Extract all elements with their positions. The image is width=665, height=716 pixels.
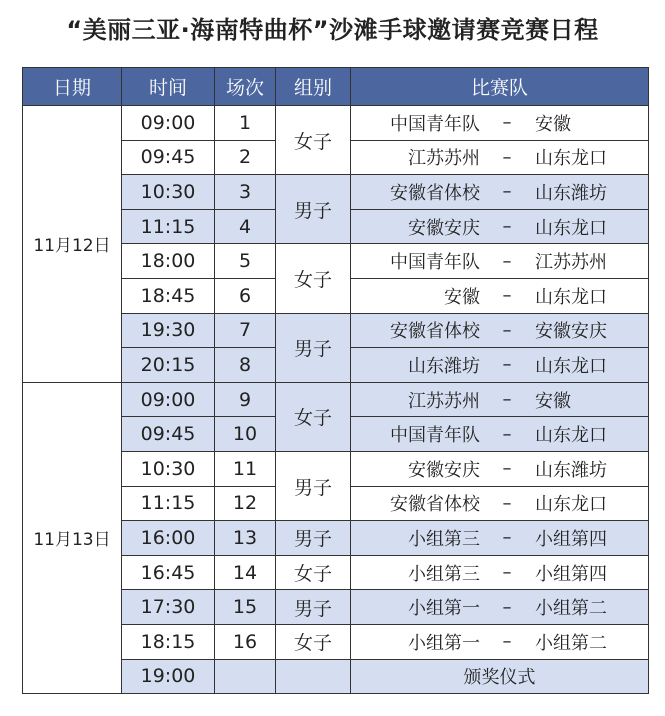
group-cell: 女子 bbox=[276, 106, 351, 175]
match-cell bbox=[351, 175, 649, 210]
versus-dash: – bbox=[502, 423, 512, 445]
match-cell bbox=[351, 555, 649, 590]
ceremony-cell: 颁奖仪式 bbox=[351, 659, 649, 694]
team-b: 小组第四 bbox=[535, 528, 607, 550]
team-a: 安徽安庆 bbox=[408, 459, 480, 481]
team-b: 山东龙口 bbox=[535, 355, 607, 377]
group-cell: 女子 bbox=[276, 555, 351, 590]
match-number-cell: 3 bbox=[215, 175, 276, 210]
versus-dash: – bbox=[502, 492, 512, 514]
match-cell bbox=[351, 209, 649, 244]
team-a: 小组第一 bbox=[408, 598, 480, 620]
team-b: 山东龙口 bbox=[535, 425, 607, 447]
table-row bbox=[23, 106, 649, 141]
match-cell bbox=[351, 521, 649, 556]
versus-dash: – bbox=[502, 216, 512, 238]
team-b: 小组第二 bbox=[535, 598, 607, 620]
versus-dash: – bbox=[502, 596, 512, 618]
team-a: 江苏苏州 bbox=[408, 148, 480, 170]
group-cell bbox=[276, 659, 351, 694]
time-cell: 17:30 bbox=[122, 590, 215, 625]
team-b: 山东龙口 bbox=[535, 148, 607, 170]
team-a: 中国青年队 bbox=[390, 252, 480, 274]
match-cell bbox=[351, 348, 649, 383]
team-b: 小组第二 bbox=[535, 632, 607, 654]
match-number-cell: 2 bbox=[215, 140, 276, 175]
group-cell: 男子 bbox=[276, 451, 351, 520]
match-number-cell: 14 bbox=[215, 555, 276, 590]
versus-dash: – bbox=[502, 112, 512, 134]
team-b: 安徽 bbox=[535, 113, 571, 135]
team-a: 安徽省体校 bbox=[390, 494, 480, 516]
match-number-cell bbox=[215, 659, 276, 694]
time-cell: 18:15 bbox=[122, 624, 215, 659]
versus-dash: – bbox=[502, 285, 512, 307]
match-number-cell: 9 bbox=[215, 382, 276, 417]
team-a: 小组第三 bbox=[408, 563, 480, 585]
team-a: 安徽 bbox=[444, 286, 480, 308]
group-cell: 男子 bbox=[276, 590, 351, 625]
time-cell: 09:00 bbox=[122, 106, 215, 141]
page-title: “美丽三亚·海南特曲杯”沙滩手球邀请赛竞赛日程 bbox=[66, 16, 599, 44]
date-cell: 11月13日 bbox=[23, 382, 122, 693]
match-cell bbox=[351, 624, 649, 659]
match-number-cell: 7 bbox=[215, 313, 276, 348]
time-cell: 16:00 bbox=[122, 521, 215, 556]
col-header-group: 组别 bbox=[276, 68, 351, 106]
match-cell bbox=[351, 382, 649, 417]
team-a: 小组第三 bbox=[408, 528, 480, 550]
team-a: 安徽省体校 bbox=[390, 182, 480, 204]
versus-dash: – bbox=[502, 250, 512, 272]
match-number-cell: 6 bbox=[215, 278, 276, 313]
time-cell: 09:45 bbox=[122, 140, 215, 175]
team-a: 江苏苏州 bbox=[408, 390, 480, 412]
team-a: 安徽省体校 bbox=[390, 321, 480, 343]
match-number-cell: 11 bbox=[215, 451, 276, 486]
date-cell: 11月12日 bbox=[23, 106, 122, 383]
time-cell: 20:15 bbox=[122, 348, 215, 383]
team-b: 山东龙口 bbox=[535, 217, 607, 239]
col-header-match-number: 场次 bbox=[215, 68, 276, 106]
versus-dash: – bbox=[502, 527, 512, 549]
time-cell: 16:45 bbox=[122, 555, 215, 590]
group-cell: 女子 bbox=[276, 624, 351, 659]
team-b: 山东潍坊 bbox=[535, 182, 607, 204]
team-a: 中国青年队 bbox=[390, 113, 480, 135]
match-cell bbox=[351, 313, 649, 348]
versus-dash: – bbox=[502, 354, 512, 376]
versus-dash: – bbox=[502, 631, 512, 653]
team-b: 江苏苏州 bbox=[535, 252, 607, 274]
match-cell bbox=[351, 417, 649, 452]
header-row bbox=[23, 68, 649, 106]
time-cell: 19:30 bbox=[122, 313, 215, 348]
col-header-teams: 比赛队 bbox=[351, 68, 649, 106]
versus-dash: – bbox=[502, 319, 512, 341]
group-cell: 女子 bbox=[276, 382, 351, 451]
match-number-cell: 10 bbox=[215, 417, 276, 452]
time-cell: 09:45 bbox=[122, 417, 215, 452]
team-b: 小组第四 bbox=[535, 563, 607, 585]
match-number-cell: 1 bbox=[215, 106, 276, 141]
match-number-cell: 16 bbox=[215, 624, 276, 659]
match-number-cell: 5 bbox=[215, 244, 276, 279]
team-b: 山东龙口 bbox=[535, 494, 607, 516]
team-b: 安徽安庆 bbox=[535, 321, 607, 343]
time-cell: 10:30 bbox=[122, 451, 215, 486]
match-cell bbox=[351, 278, 649, 313]
match-cell bbox=[351, 451, 649, 486]
group-cell: 男子 bbox=[276, 521, 351, 556]
schedule-table bbox=[22, 67, 649, 694]
group-cell: 女子 bbox=[276, 244, 351, 313]
team-b: 山东潍坊 bbox=[535, 459, 607, 481]
versus-dash: – bbox=[502, 146, 512, 168]
versus-dash: – bbox=[502, 562, 512, 584]
match-number-cell: 13 bbox=[215, 521, 276, 556]
col-header-time: 时间 bbox=[122, 68, 215, 106]
time-cell: 18:45 bbox=[122, 278, 215, 313]
match-cell bbox=[351, 140, 649, 175]
team-b: 山东龙口 bbox=[535, 286, 607, 308]
match-number-cell: 15 bbox=[215, 590, 276, 625]
team-a: 中国青年队 bbox=[390, 425, 480, 447]
time-cell: 11:15 bbox=[122, 209, 215, 244]
group-cell: 男子 bbox=[276, 313, 351, 382]
group-cell: 男子 bbox=[276, 175, 351, 244]
team-a: 山东潍坊 bbox=[408, 355, 480, 377]
team-a: 安徽安庆 bbox=[408, 217, 480, 239]
time-cell: 11:15 bbox=[122, 486, 215, 521]
team-b: 安徽 bbox=[535, 390, 571, 412]
match-cell bbox=[351, 106, 649, 141]
team-a: 小组第一 bbox=[408, 632, 480, 654]
match-number-cell: 4 bbox=[215, 209, 276, 244]
time-cell: 19:00 bbox=[122, 659, 215, 694]
match-cell bbox=[351, 590, 649, 625]
match-number-cell: 12 bbox=[215, 486, 276, 521]
time-cell: 09:00 bbox=[122, 382, 215, 417]
versus-dash: – bbox=[502, 181, 512, 203]
table-row bbox=[23, 382, 649, 417]
col-header-date: 日期 bbox=[23, 68, 122, 106]
match-number-cell: 8 bbox=[215, 348, 276, 383]
time-cell: 10:30 bbox=[122, 175, 215, 210]
match-cell bbox=[351, 244, 649, 279]
versus-dash: – bbox=[502, 458, 512, 480]
time-cell: 18:00 bbox=[122, 244, 215, 279]
versus-dash: – bbox=[502, 389, 512, 411]
match-cell bbox=[351, 486, 649, 521]
